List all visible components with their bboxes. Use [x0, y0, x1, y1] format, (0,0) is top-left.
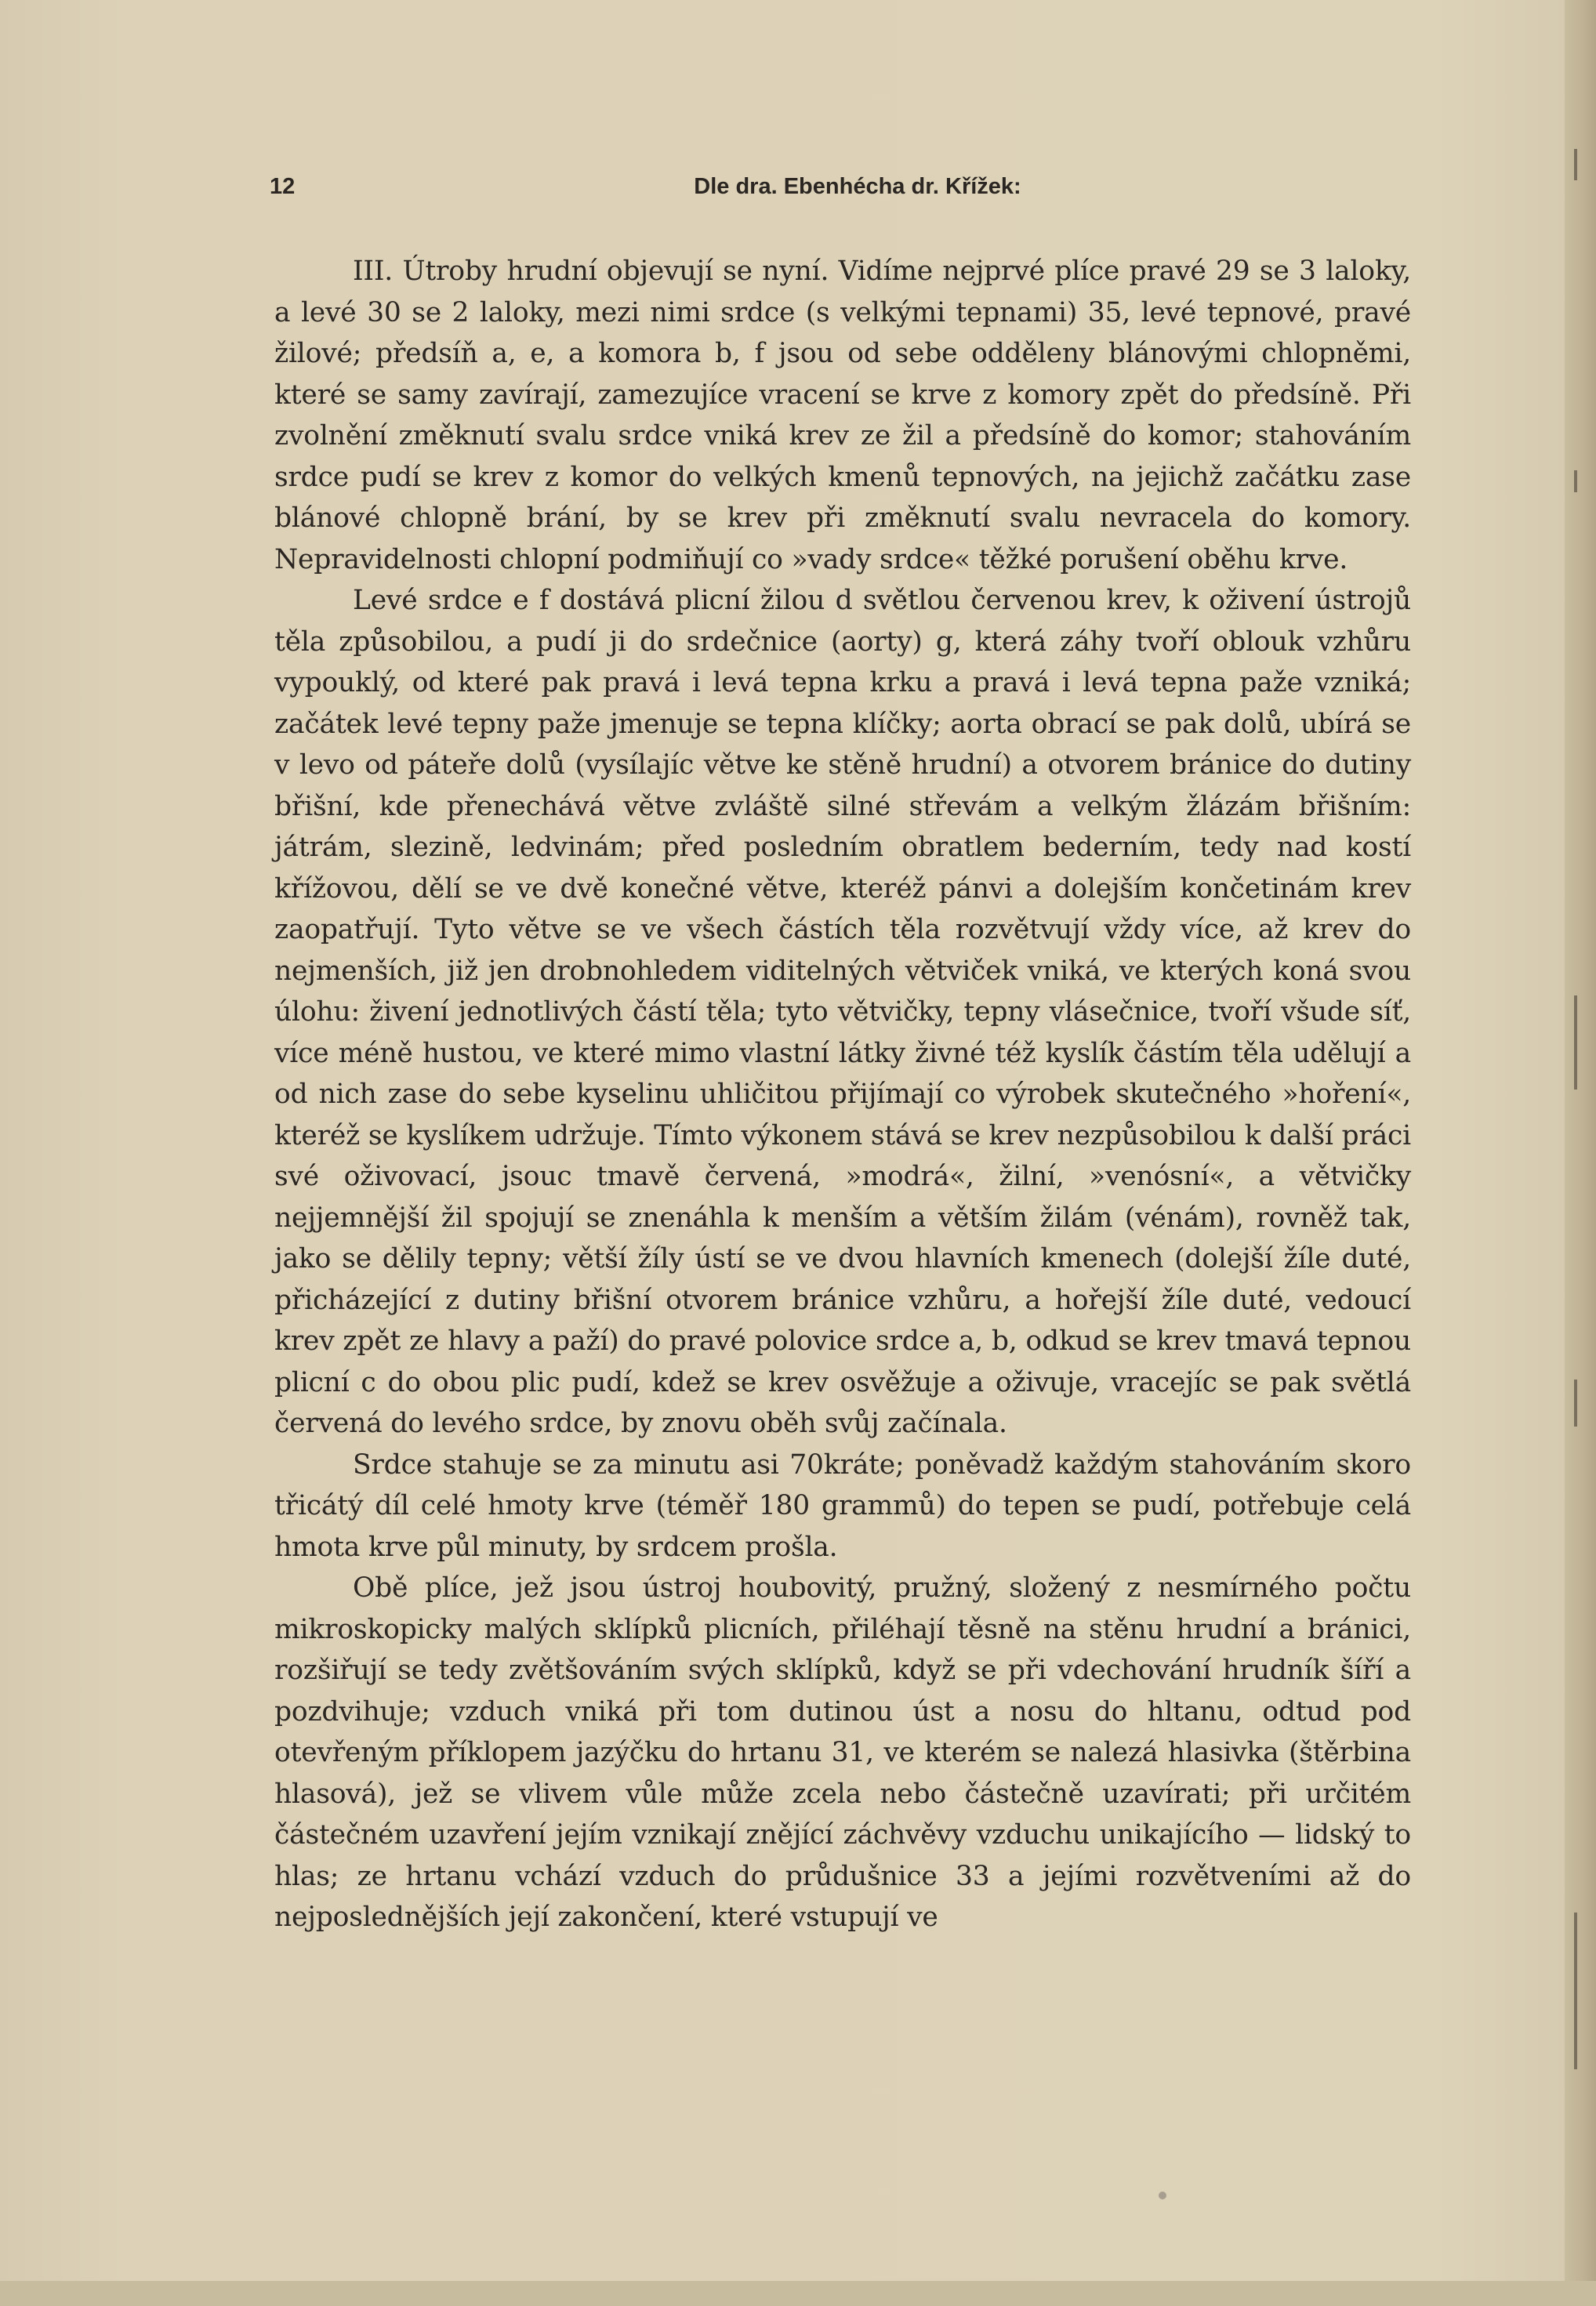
paragraph: Obě plíce, jež jsou ústroj houbovitý, pružný, složený z nesmírného počtu mikroskopicky malých sklípků plicních, přiléhají těsně na stěnu hrudní a bránici, rozšiřují se tedy zvětšováním svých sklípků, když se při vdechování hrudník šíří a pozdvihuje; vzduch vniká při tom dutinou úst a nosu do hltanu, odtud pod otevřeným příklopem jazýčku do hrtanu 31, ve kterém se nalezá hlasivka (štěrbina hlasová), jež se vlivem vůle může zcela nebo částečně uzavírati; při určitém částečném uzavření jejím vznikají znějící záchvěvy vzduchu unikajícího — lidský to hlas; ze hrtanu vchází vzduch do průdušnice 33 a jejími rozvětveními až do nejposlednějších její zakončení, které vstupují ve [274, 1572, 1411, 1933]
body-text [274, 251, 1411, 1938]
page-bottom-edge [0, 2281, 1596, 2306]
page-number: 12 [270, 174, 296, 199]
paper-spot [1159, 2192, 1166, 2199]
book-spine [1565, 0, 1596, 2306]
paragraph: Levé srdce e f dostává plicní žilou d světlou červenou krev, k oživení ústrojů těla způsobilou, a pudí ji do srdečnice (aorty) g, která záhy tvoří oblouk vzhůru vypouklý, od které pak pravá i levá tepna krku a pravá i levá tepna paže vzniká; začátek levé tepny paže jmenuje se tepna klíčky; aorta obrací se pak dolů, ubírá se v levo od páteře dolů (vysílajíc větve ke stěně hrudní) a otvorem bránice do dutiny břišní, kde přenechává větve zvláště silné střevám a velkým žlázám břišním: játrám, slezině, ledvinám; před posledním obratlem bederním, tedy nad kostí křížovou, dělí se ve dvě konečné větve, kteréž pánvi a dolejším končetinám krev zaopatřují. Tyto větve se ve všech částích těla rozvětvují vždy více, až krev do nejmenších, již jen drobnohledem viditelných větviček vniká, ve kterých koná svou úlohu: živení jednotlivých částí těla; tyto větvičky, tepny vlásečnice, tvoří všude síť, více méně hustou, ve které mimo vlastní látky živné též kyslík částím těla udělují a od nich zase do sebe kyselinu uhličitou přijímají co výrobek skutečného »hoření«, kteréž se kyslíkem udržuje. Tímto výkonem stává se krev nezpůsobilou k další práci své oživovací, jsouc tmavě červená, »modrá«, žilní, »venósní«, a větvičky nejjemnější žil spojují se znenáhla k menším a větším žilám (vénám), rovněž tak, jako se dělily tepny; větší žíly ústí se ve dvou hlavních kmenech (dolejší žíle duté, přicházející z dutiny břišní otvorem bránice vzhůru, a hořejší žíle duté, vedoucí krev zpět ze hlavy a paží) do pravé polovice srdce a, b, odkud se krev tmavá tepnou plicní c do obou plic pudí, kdež se krev osvěžuje a oživuje, vracejíc se pak světlá červená do levého srdce, by znovu oběh svůj začínala. [274, 585, 1411, 1439]
spine-mark [1574, 1380, 1577, 1427]
spine-mark [1574, 1913, 1577, 2069]
running-head: Dle dra. Ebenhécha dr. Křížek: [694, 174, 1021, 199]
spine-mark [1574, 149, 1577, 180]
page-header [270, 174, 1406, 210]
paragraph: Srdce stahuje se za minutu asi 70kráte; poněvadž každým stahováním skoro třicátý díl celé hmoty krve (téměř 180 grammů) do tepen se pudí, potřebuje celá hmota krve půl minuty, by srdcem prošla. [274, 1449, 1411, 1563]
paragraph: III. Útroby hrudní objevují se nyní. Vidíme nejprvé plíce pravé 29 se 3 laloky, a levé 30 se 2 laloky, mezi nimi srdce (s velkými tepnami) 35, levé tepnové, pravé žilové; předsíň a, e, a komora b, f jsou od sebe odděleny blánovými chlopněmi, které se samy zavírají, zamezujíce vracení se krve z komory zpět do předsíně. Při zvolnění změknutí svalu srdce vniká krev ze žil a předsíně do komor; stahováním srdce pudí se krev z komor do velkých kmenů tepnových, na jejichž začátku zase blánové chlopně brání, by se krev při změknutí svalu nevracela do komory. Nepravidelnosti chlopní podmiňují co »vady srdce« těžké porušení oběhu krve. [274, 256, 1411, 575]
spine-mark [1574, 995, 1577, 1090]
spine-mark [1574, 470, 1577, 492]
